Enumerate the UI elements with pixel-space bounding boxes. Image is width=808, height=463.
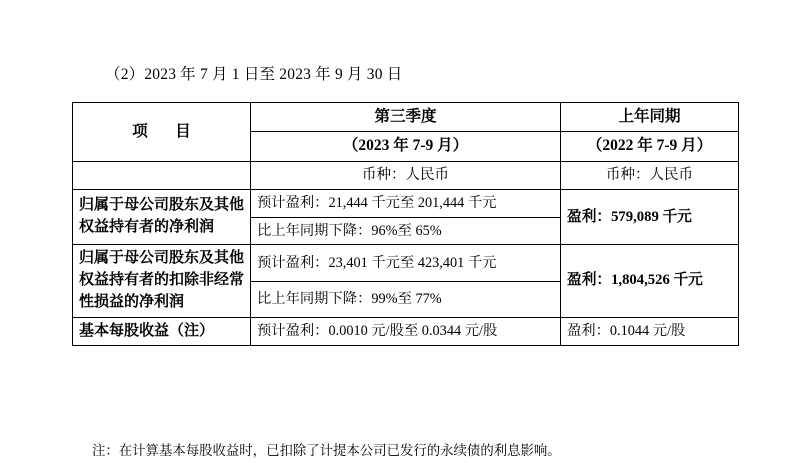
row-deducted-current-change: 比上年同期下降：99%至 77% [251, 281, 561, 317]
table-header-row-1 [73, 103, 739, 132]
table-row [73, 317, 739, 346]
currency-item-cell [73, 161, 251, 189]
row-label-net-profit: 归属于母公司股东及其他权益持有者的净利润 [73, 189, 251, 244]
currency-current: 币种：人民币 [251, 161, 561, 189]
header-current-period: （2023 年 7-9 月） [251, 132, 561, 161]
row-label-deducted-net-profit: 归属于母公司股东及其他权益持有者的扣除非经常性损益的净利润 [73, 245, 251, 317]
table-footnote: 注：在计算基本每股收益时，已扣除了计提本公司已发行的永续债的利息影响。 [92, 443, 561, 458]
table-row [73, 189, 739, 217]
row-label-basic-eps: 基本每股收益（注） [73, 317, 251, 346]
row-net-profit-current-change: 比上年同期下降：96%至 65% [251, 217, 561, 245]
header-prior-title: 上年同期 [561, 103, 739, 132]
header-current-title: 第三季度 [251, 103, 561, 132]
header-item-label: 项 目 [73, 103, 251, 162]
row-deducted-prior: 盈利：1,804,526 千元 [561, 245, 739, 317]
row-basic-eps-current: 预计盈利：0.0010 元/股至 0.0344 元/股 [251, 317, 561, 346]
table-currency-row [73, 161, 739, 189]
table-row [73, 245, 739, 281]
row-deducted-current-forecast: 预计盈利：23,401 千元至 423,401 千元 [251, 245, 561, 281]
row-net-profit-prior: 盈利：579,089 千元 [561, 189, 739, 244]
earnings-forecast-table [72, 102, 739, 346]
row-basic-eps-prior: 盈利：0.1044 元/股 [561, 317, 739, 346]
row-net-profit-current-forecast: 预计盈利：21,444 千元至 201,444 千元 [251, 189, 561, 217]
currency-prior: 币种：人民币 [561, 161, 739, 189]
header-prior-period: （2022 年 7-9 月） [561, 132, 739, 161]
section-heading: （2）2023 年 7 月 1 日至 2023 年 9 月 30 日 [105, 66, 403, 83]
